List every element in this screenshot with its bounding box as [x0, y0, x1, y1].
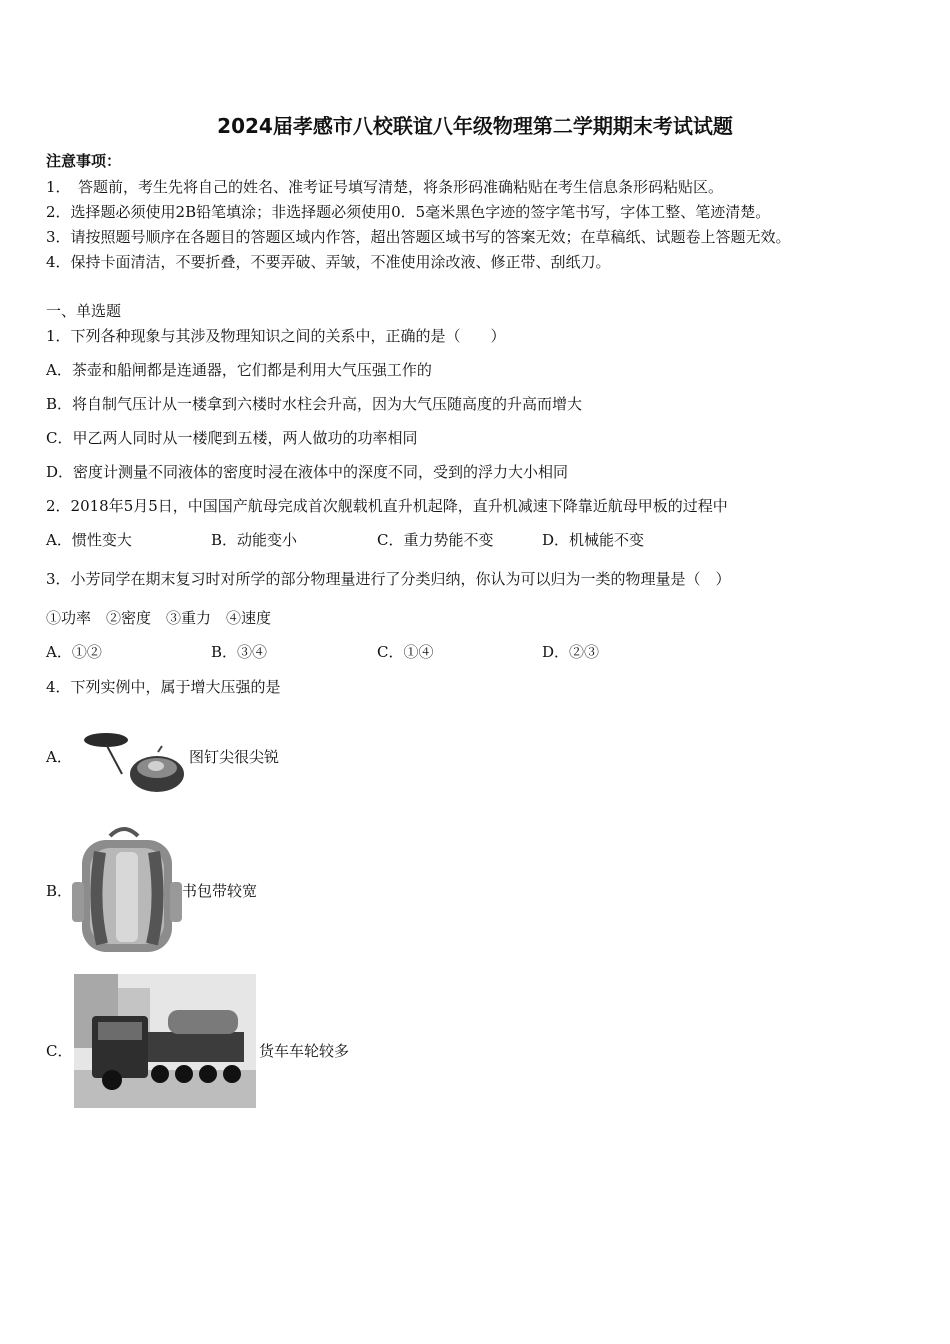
q2-option-b: B．动能变小	[211, 531, 298, 549]
section-heading: 一、单选题	[46, 302, 122, 320]
q1-option-b: B．将自制气压计从一楼拿到六楼时水柱会升高，因为大气压随高度的升高而增大	[46, 395, 583, 413]
q2-option-a: A．惯性变大	[46, 531, 132, 549]
q3-option-c: C．①④	[377, 643, 434, 661]
q3-stem: 3．小芳同学在期末复习时对所学的部分物理量进行了分类归纳，你认为可以归为一类的物理量是（ ）	[46, 570, 731, 588]
q2-option-c: C．重力势能不变	[377, 531, 494, 549]
q4-option-c-text: 货车车轮较多	[259, 1042, 350, 1060]
q1-option-c: C．甲乙两人同时从一楼爬到五楼，两人做功的功率相同	[46, 429, 418, 447]
backpack-image	[72, 822, 182, 954]
notice-item-3: 3．请按照题号顺序在各题目的答题区域内作答，超出答题区域书写的答案无效；在草稿纸、试题卷上答题无效。	[46, 228, 791, 246]
q3-option-d: D．②③	[542, 643, 600, 661]
notice-item-1: 1． 答题前，考生先将自己的姓名、准考证号填写清楚，将条形码准确粘贴在考生信息条形码粘贴区。	[46, 178, 724, 196]
q1-option-a: A．茶壶和船闸都是连通器，它们都是利用大气压强工作的	[46, 361, 432, 379]
thumbtack-image	[82, 722, 188, 796]
q3-option-a: A．①②	[46, 643, 102, 661]
q4-stem: 4．下列实例中，属于增大压强的是	[46, 678, 281, 696]
q1-option-d: D．密度计测量不同液体的密度时浸在液体中的深度不同，受到的浮力大小相同	[46, 463, 569, 481]
exam-title: 2024届孝感市八校联谊八年级物理第二学期期末考试试题	[217, 114, 733, 138]
notice-heading: 注意事项：	[46, 152, 122, 170]
q2-stem: 2．2018年5月5日，中国国产航母完成首次舰载机直升机起降，直升机减速下降靠近航母甲板的过程中	[46, 497, 728, 515]
q4-option-c-letter: C．	[46, 1042, 73, 1060]
q4-option-a-text: 图钉尖很尖锐	[189, 748, 280, 766]
q4-option-a-letter: A．	[46, 748, 72, 766]
notice-item-4: 4．保持卡面清洁，不要折叠，不要弄破、弄皱，不准使用涂改液、修正带、刮纸刀。	[46, 253, 611, 271]
q2-option-d: D．机械能不变	[542, 531, 645, 549]
q3-option-b: B．③④	[211, 643, 268, 661]
notice-item-2: 2．选择题必须使用2B铅笔填涂；非选择题必须使用0．5毫米黑色字迹的签字笔书写，字体工整、笔迹清楚。	[46, 203, 771, 221]
q4-option-b-letter: B．	[46, 882, 73, 900]
q1-stem: 1．下列各种现象与其涉及物理知识之间的关系中，正确的是（ ）	[46, 327, 506, 345]
truck-image	[74, 974, 256, 1108]
q3-items: ①功率 ②密度 ③重力 ④速度	[46, 609, 272, 627]
q4-option-b-text: 书包带较宽	[182, 882, 258, 900]
